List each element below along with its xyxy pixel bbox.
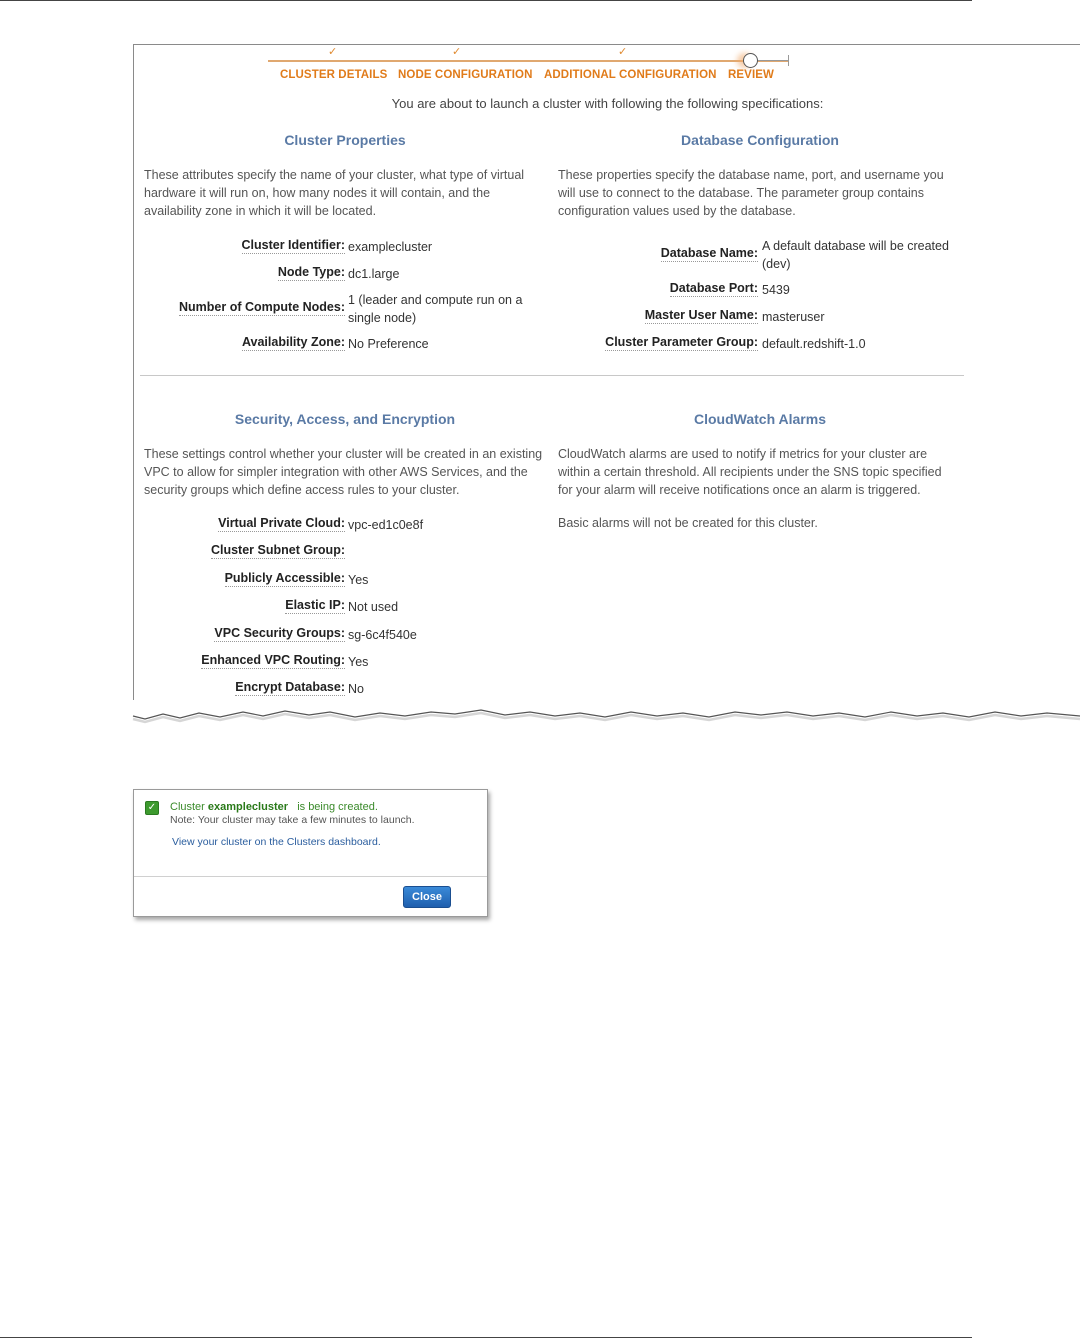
publicly-accessible-label: Publicly Accessible:: [224, 571, 345, 585]
node-type-value: dc1.large: [348, 267, 400, 281]
cluster-identifier-value: examplecluster: [348, 240, 433, 254]
availability-zone-label: Availability Zone:: [241, 335, 345, 349]
database-name-value: A default database will be created (dev): [762, 239, 949, 271]
step-review: REVIEW: [728, 69, 774, 81]
database-name-label: Database Name:: [660, 246, 758, 260]
compute-nodes-value: 1 (leader and compute run on a single node): [348, 293, 523, 325]
cloudwatch-title: CloudWatch Alarms: [694, 411, 826, 427]
review-intro-text: You are about to launch a cluster with following the following specifications:: [391, 96, 824, 111]
vpc-security-groups-label: VPC Security Groups:: [214, 626, 345, 640]
cluster-identifier-label: Cluster Identifier:: [241, 238, 345, 252]
step-complete-check-icon: ✓: [328, 46, 338, 58]
page-bottom-rule: [0, 1337, 972, 1338]
cluster-parameter-group-label: Cluster Parameter Group:: [605, 335, 758, 349]
compute-nodes-label: Number of Compute Nodes:: [179, 300, 345, 314]
encrypt-database-value: No: [348, 682, 364, 696]
node-type-label: Node Type:: [277, 265, 345, 279]
close-button[interactable]: Close: [403, 886, 451, 908]
step-node-configuration[interactable]: NODE CONFIGURATION: [398, 69, 533, 81]
torn-edge-decoration: [125, 700, 1080, 734]
database-configuration-description: These properties specify the database name, port, and username you will use to connect to the database. The parameter group contains configuration values used by the database.: [558, 168, 944, 218]
vpc-security-groups-value: sg-6c4f540e: [348, 628, 417, 642]
section-divider: [140, 375, 964, 376]
master-user-name-label: Master User Name:: [644, 308, 758, 322]
launch-time-note: Note: Your cluster may take a few minutes to launch.: [170, 814, 415, 826]
virtual-private-cloud-value: vpc-ed1c0e8f: [348, 518, 424, 532]
availability-zone-value: No Preference: [348, 337, 429, 351]
cloudwatch-note: Basic alarms will not be created for this cluster.: [558, 516, 818, 530]
database-port-label: Database Port:: [669, 281, 758, 295]
enhanced-vpc-routing-value: Yes: [348, 655, 369, 669]
message-suffix: is being created.: [297, 801, 378, 813]
security-description: These settings control whether your cluster will be created in an existing VPC to allow for simpler integration with other AWS Services, and the security groups which define access rules to your cluster.: [144, 447, 543, 497]
message-cluster-name: examplecluster: [207, 801, 289, 813]
wizard-progress-line: [268, 60, 788, 62]
cluster-properties-title: Cluster Properties: [284, 132, 406, 148]
step-cluster-details[interactable]: CLUSTER DETAILS: [280, 69, 388, 81]
step-complete-check-icon: ✓: [618, 46, 628, 58]
security-title: Security, Access, and Encryption: [234, 411, 456, 427]
master-user-name-value: masteruser: [762, 310, 825, 324]
elastic-ip-label: Elastic IP:: [285, 598, 345, 612]
virtual-private-cloud-label: Virtual Private Cloud:: [218, 516, 345, 530]
review-panel: [133, 44, 1080, 716]
cluster-parameter-group-value: default.redshift-1.0: [762, 337, 866, 351]
cluster-created-dialog: [133, 789, 488, 917]
success-check-icon: ✓: [145, 801, 159, 815]
publicly-accessible-value: Yes: [348, 573, 369, 587]
wizard-progress-end-tick: [788, 55, 789, 66]
dialog-divider: [134, 876, 487, 877]
step-current-indicator-icon: [743, 53, 758, 68]
cluster-subnet-group-label: Cluster Subnet Group:: [210, 543, 345, 557]
step-complete-check-icon: ✓: [452, 46, 462, 58]
elastic-ip-value: Not used: [348, 600, 399, 614]
cloudwatch-description: CloudWatch alarms are used to notify if metrics for your cluster are within a certain threshold. All recipients under the SNS topic specified for your alarm will receive notifications once an alarm is triggered.: [558, 447, 942, 497]
clusters-dashboard-link[interactable]: View your cluster on the Clusters dashboard.: [172, 836, 381, 848]
encrypt-database-label: Encrypt Database:: [235, 680, 345, 694]
wizard-progress-remaining: [754, 60, 789, 61]
step-additional-configuration[interactable]: ADDITIONAL CONFIGURATION: [544, 69, 717, 81]
database-port-value: 5439: [762, 283, 790, 297]
page-top-rule: [0, 0, 972, 1]
cluster-created-message: [170, 801, 378, 813]
message-prefix: Cluster: [170, 801, 205, 813]
enhanced-vpc-routing-label: Enhanced VPC Routing:: [201, 653, 345, 667]
cluster-properties-description: These attributes specify the name of your cluster, what type of virtual hardware it will run on, how many nodes it will contain, and the availability zone in which it will be located.: [144, 168, 525, 218]
database-configuration-title: Database Configuration: [681, 132, 839, 148]
